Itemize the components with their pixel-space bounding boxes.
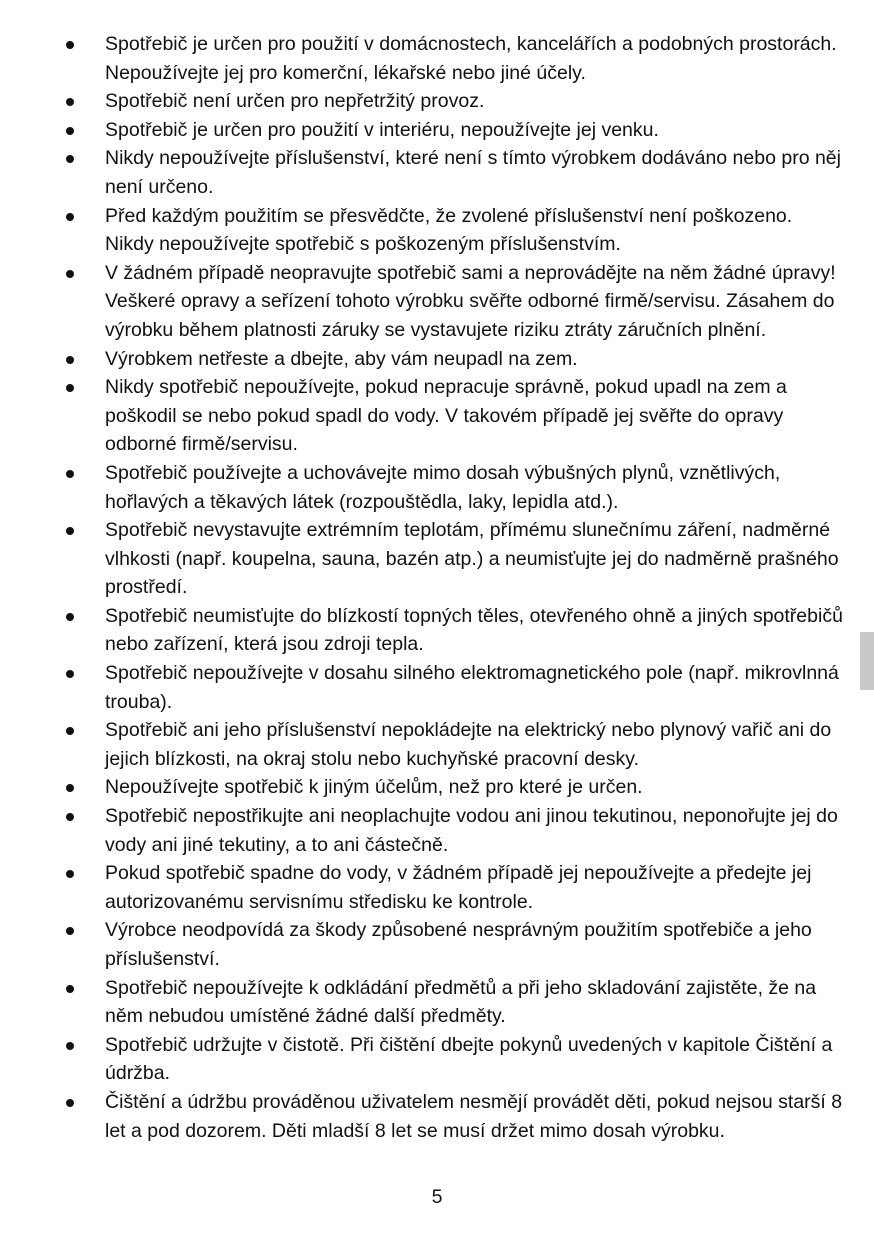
bullet-icon <box>66 784 74 792</box>
list-item <box>0 30 874 87</box>
list-item <box>0 859 874 916</box>
list-item-text: Spotřebič nepostřikujte ani neoplachujte vodou ani jinou tekutinou, neponořujte jej do vody ani jiné tekutiny, a to ani částečně. <box>105 805 838 856</box>
list-item-text: V žádném případě neopravujte spotřebič sami a neprovádějte na něm žádné úpravy! Veškeré opravy a seřízení tohoto výrobku svěřte odborné firmě/servisu. Zásahem do výrobku během platnosti záruky se vystavujete riziku ztráty záručních plnění. <box>105 261 836 341</box>
list-item-text: Nikdy spotřebič nepoužívejte, pokud nepracuje správně, pokud upadl na zem a poškodil se nebo pokud spadl do vody. V takovém případě jej svěřte do opravy odborné firmě/servisu. <box>105 376 787 456</box>
list-item-text: Spotřebič nevystavujte extrémním teplotám, přímému slunečnímu záření, nadměrné vlhkosti (např. koupelna, sauna, bazén atp.) a neumisťujte jej do nadměrně prašného prostředí. <box>105 519 839 599</box>
bullet-icon <box>66 127 74 135</box>
bullet-icon <box>66 155 74 163</box>
list-item-text: Spotřebič nepoužívejte v dosahu silného elektromagnetického pole (např. mikrovlnná trouba). <box>105 662 839 713</box>
bullet-icon <box>66 927 74 935</box>
list-item <box>0 659 874 716</box>
list-item-text: Spotřebič neumisťujte do blízkostí topných těles, otevřeného ohně a jiných spotřebičů nebo zařízení, která jsou zdroji tepla. <box>105 604 843 656</box>
list-item-text: Spotřebič ani jeho příslušenství nepokládejte na elektrický nebo plynový vařič ani do jejich blízkosti, na okraj stolu nebo kuchyňské pracovní desky. <box>105 719 832 770</box>
list-item <box>0 373 874 459</box>
list-item <box>0 773 874 802</box>
bullet-icon <box>66 985 74 993</box>
page-number: 5 <box>431 1186 443 1208</box>
bullet-icon <box>66 384 74 392</box>
list-item <box>0 202 874 259</box>
bullet-icon <box>66 270 74 278</box>
list-item <box>0 516 874 602</box>
list-item <box>0 916 874 973</box>
list-item <box>0 87 874 116</box>
list-item <box>0 345 874 374</box>
list-item <box>0 1031 874 1088</box>
bullet-icon <box>66 41 74 49</box>
list-item-text: Spotřebič udržujte v čistotě. Při čištění dbejte pokynů uvedených v kapitole Čištění a údržba. <box>105 1033 833 1085</box>
bullet-icon <box>66 356 74 364</box>
list-item-text: Čištění a údržbu prováděnou uživatelem nesmějí provádět děti, pokud nejsou starší 8 let a pod dozorem. Děti mladší 8 let se musí držet mimo dosah výrobku. <box>105 1090 843 1142</box>
list-item <box>0 1088 874 1145</box>
list-item <box>0 974 874 1031</box>
bullet-icon <box>66 727 74 735</box>
list-item-text: Spotřebič nepoužívejte k odkládání předmětů a při jeho skladování zajistěte, že na něm nebudou umístěné žádné další předměty. <box>105 976 817 1028</box>
list-item <box>0 144 874 201</box>
bullet-icon <box>66 527 74 535</box>
bullet-icon <box>66 1099 74 1107</box>
bullet-icon <box>66 870 74 878</box>
bullet-icon <box>66 670 74 678</box>
list-item-text: Pokud spotřebič spadne do vody, v žádném případě jej nepoužívejte a předejte jej autorizovanému servisnímu středisku ke kontrole. <box>105 862 812 913</box>
list-item-text: Nepoužívejte spotřebič k jiným účelům, než pro které je určen. <box>105 776 643 799</box>
instruction-list <box>0 30 874 1145</box>
list-item-text: Výrobce neodpovídá za škody způsobené nesprávným použitím spotřebiče a jeho příslušenství. <box>105 919 812 970</box>
page-edge-tab <box>860 632 874 690</box>
list-item-text: Spotřebič je určen pro použití v domácnostech, kancelářích a podobných prostorách. Nepoužívejte jej pro komerční, lékařské nebo jiné účely. <box>105 33 837 84</box>
list-item-text: Spotřebič není určen pro nepřetržitý provoz. <box>105 90 485 113</box>
bullet-icon <box>66 470 74 478</box>
bullet-icon <box>66 813 74 821</box>
page-content <box>0 30 874 1145</box>
list-item <box>0 116 874 145</box>
bullet-icon <box>66 613 74 621</box>
list-item <box>0 802 874 859</box>
list-item-text: Nikdy nepoužívejte příslušenství, které není s tímto výrobkem dodáváno nebo pro něj není určeno. <box>105 147 841 198</box>
list-item-text: Spotřebič používejte a uchovávejte mimo dosah výbušných plynů, vznětlivých, hořlavých a těkavých látek (rozpouštědla, laky, lepidla atd.). <box>105 461 781 513</box>
list-item-text: Výrobkem netřeste a dbejte, aby vám neupadl na zem. <box>105 347 578 370</box>
bullet-icon <box>66 1042 74 1050</box>
list-item <box>0 459 874 516</box>
bullet-icon <box>66 98 74 106</box>
bullet-icon <box>66 213 74 221</box>
list-item <box>0 602 874 659</box>
list-item-text: Spotřebič je určen pro použití v interiéru, nepoužívejte jej venku. <box>105 118 659 141</box>
list-item <box>0 259 874 345</box>
list-item <box>0 716 874 773</box>
list-item-text: Před každým použitím se přesvědčte, že zvolené příslušenství není poškozeno. Nikdy nepoužívejte spotřebič s poškozeným příslušenstvím. <box>105 204 793 256</box>
